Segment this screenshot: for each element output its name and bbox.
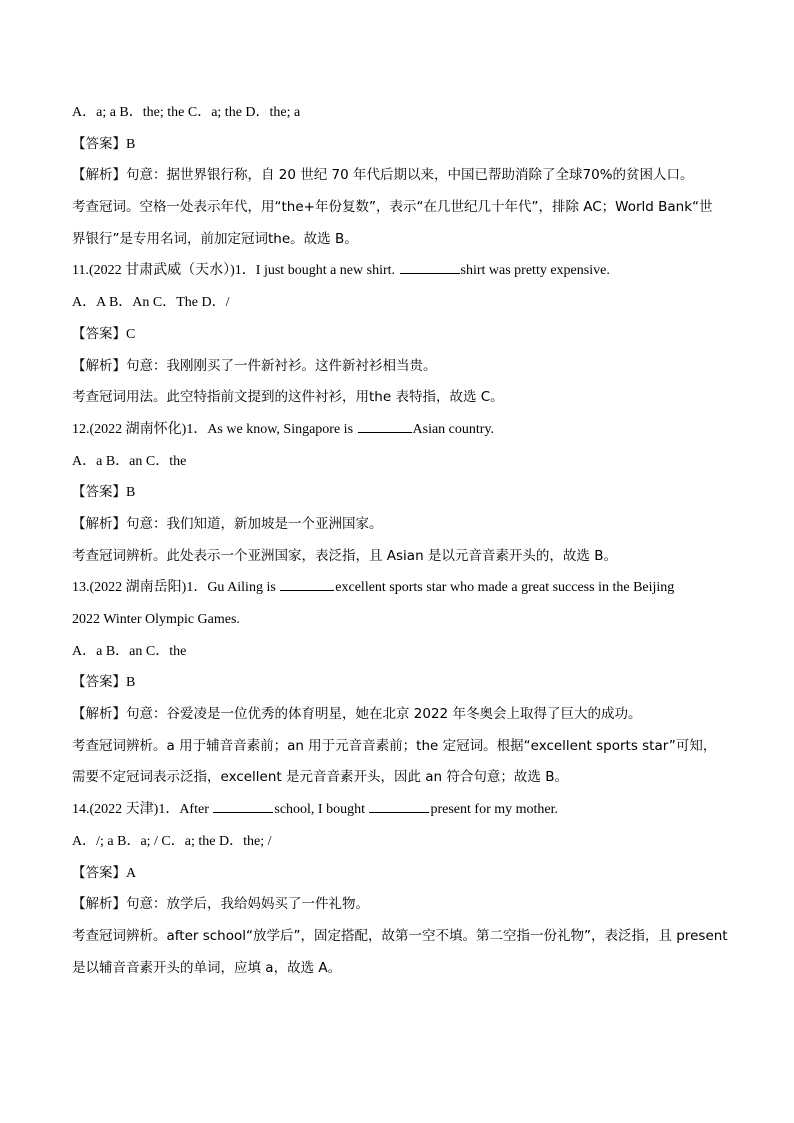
q13-analysis-line-1: 【解析】句意：谷爱凌是一位优秀的体育明星，她在北京 2022 年冬奥会上取得了巨大的成功。 [72, 706, 642, 723]
answer-blank [358, 419, 412, 433]
q13-answer: 【答案】B [72, 674, 136, 691]
q13-stem: 13.(2022 湖南岳阳)1．Gu Ailing is excellent sports star who made a great success in the Beijing [72, 572, 728, 604]
q10-answer: 【答案】B [72, 135, 136, 152]
q11-answer: 【答案】C [72, 325, 136, 342]
q13-analysis-line-3: 需要不定冠词表示泛指，excellent 是元音音素开头，因此 an 符合句意；故选 B。 [72, 769, 568, 786]
answer-blank-2 [369, 799, 429, 813]
analysis-tag: 【解析】 [72, 896, 126, 913]
q10-analysis-line-2: 考查冠词。空格一处表示年代，用“the+年份复数”，表示“在几世纪几十年代”，排除 AC；World Bank“世 [72, 199, 713, 216]
q13-analysis-line-2: 考查冠词辨析。a 用于辅音音素前；an 用于元音音素前；the 定冠词。根据“excellent sports star”可知， [72, 737, 717, 754]
document-page [72, 97, 728, 984]
q11-stem: 11.(2022 甘肃武威（天水）)1．I just bought a new shirt. shirt was pretty expensive. [72, 255, 728, 287]
q12-stem: 12.(2022 湖南怀化)1．As we know, Singapore is Asian country. [72, 414, 728, 446]
q11-options: A．A B．An C．The D．/ [72, 295, 230, 311]
q14-answer: 【答案】A [72, 864, 137, 881]
analysis-tag: 【解析】 [72, 167, 126, 184]
answer-blank [280, 577, 334, 591]
analysis-tag: 【解析】 [72, 706, 126, 723]
q11-analysis-line-1: 【解析】句意：我刚刚买了一件新衬衫。这件新衬衫相当贵。 [72, 357, 437, 374]
q12-answer: 【答案】B [72, 484, 136, 501]
q13-stem-line-2: 2022 Winter Olympic Games. [72, 612, 240, 627]
q14-stem: 14.(2022 天津)1．After school, I bought present for my mother. [72, 794, 728, 826]
q12-options: A．a B．an C．the [72, 453, 187, 469]
answer-tag: 【答案】 [72, 135, 126, 152]
analysis-tag: 【解析】 [72, 357, 126, 374]
q13-options: A．a B．an C．the [72, 643, 187, 659]
q14-analysis-line-2: 考查冠词辨析。after school“放学后”，固定搭配，故第一空不填。第二空指一份礼物”，表泛指，且 present [72, 927, 728, 944]
q12-analysis-line-2: 考查冠词辨析。此处表示一个亚洲国家，表泛指，且 Asian 是以元音音素开头的，故选 B。 [72, 547, 617, 564]
q10-analysis-line-1: 【解析】句意：据世界银行称，自 20 世纪 70 年代后期以来，中国已帮助消除了全球70%的贫困人口。 [72, 167, 694, 184]
answer-blank-1 [213, 799, 273, 813]
answer-tag: 【答案】 [72, 484, 126, 501]
q10-options: A．a; a B．the; the C．a; the D．the; a [72, 105, 301, 120]
answer-tag: 【答案】 [72, 864, 126, 881]
analysis-tag: 【解析】 [72, 515, 126, 532]
q14-options: A．/; a B．a; / C．a; the D．the; / [72, 833, 272, 849]
answer-tag: 【答案】 [72, 325, 126, 342]
q10-analysis-line-3: 界银行”是专用名词，前加定冠词the。故选 B。 [72, 230, 358, 247]
q14-analysis-line-1: 【解析】句意：放学后，我给妈妈买了一件礼物。 [72, 896, 369, 913]
answer-tag: 【答案】 [72, 674, 126, 691]
answer-blank [400, 260, 460, 274]
q12-analysis-line-1: 【解析】句意：我们知道，新加坡是一个亚洲国家。 [72, 515, 383, 532]
q11-analysis-line-2: 考查冠词用法。此空特指前文提到的这件衬衫，用the 表特指，故选 C。 [72, 389, 504, 406]
q14-analysis-line-3: 是以辅音音素开头的单词，应填 a，故选 A。 [72, 959, 342, 976]
